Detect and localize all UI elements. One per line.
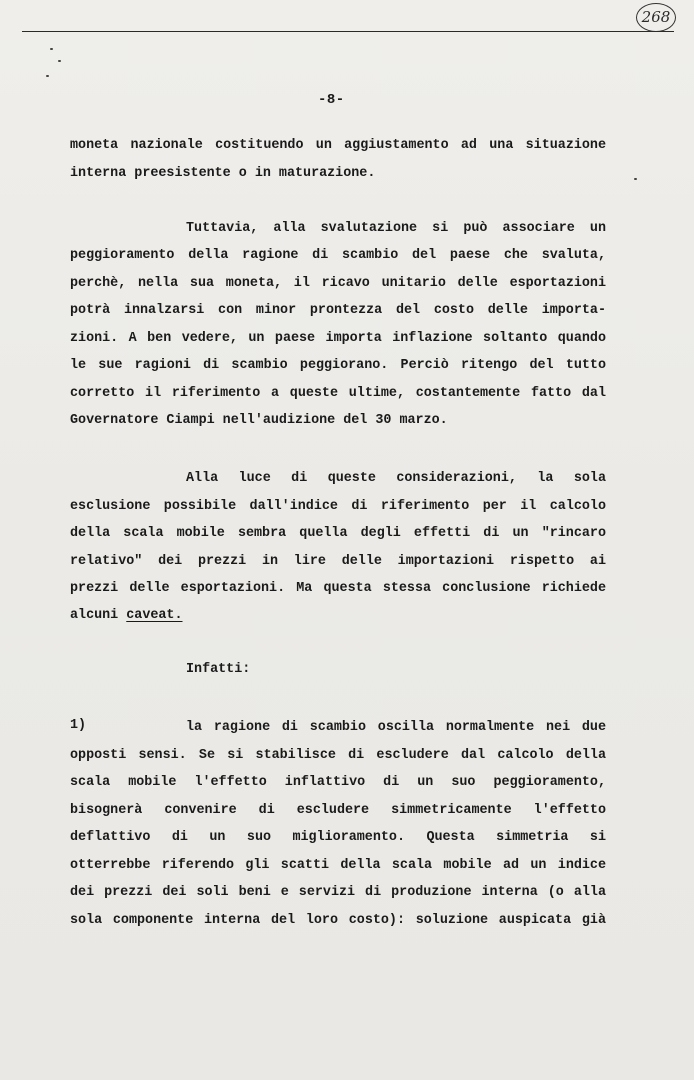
page-number: -8- [318,92,345,108]
list-item-1-line: scala mobile l'effetto inflattivo di un suo peggioramento, [70,775,606,790]
list-item-1-line: opposti sensi. Se si stabilisce di escludere dal calcolo della [70,748,606,763]
paragraph-2-line: zioni. A ben vedere, un paese importa inflazione soltanto quando [70,331,606,346]
scan-speck [50,48,53,50]
list-item-1-line: dei prezzi dei soli beni e servizi di produzione interna (o alla [70,885,606,900]
infatti-heading: Infatti: [186,662,251,677]
paragraph-2-line: corretto il riferimento a queste ultime, costantemente fatto dal [70,386,606,401]
paragraph-2-line: le sue ragioni di scambio peggiorano. Perciò ritengo del tutto [70,358,606,373]
paragraph-3-last-line [70,607,606,625]
list-item-1-line: otterrebbe riferendo gli scatti della scala mobile ad un indice [70,858,606,873]
paragraph-3-line: Alla luce di queste considerazioni, la sola [186,471,606,486]
paragraph-3-line: esclusione possibile dall'indice di riferimento per il calcolo [70,499,606,514]
list-item-1-line: bisognerà convenire di escludere simmetricamente l'effetto [70,803,606,818]
scan-speck [46,75,49,77]
paragraph-2-line: potrà innalzarsi con minor prontezza del costo delle importa- [70,303,606,318]
scan-speck [634,178,637,180]
paragraph-3-line: della scala mobile sembra quella degli effetti di un "rincaro [70,526,606,541]
top-rule [22,31,674,32]
caveat-underlined: caveat. [126,608,183,623]
list-item-marker: 1) [70,718,87,733]
archive-stamp: 268 [636,3,676,32]
paragraph-1-line: interna preesistente o in maturazione. [70,166,376,181]
paragraph-2-line: peggioramento della ragione di scambio del paese che svaluta, [70,248,606,263]
list-item-1-line: deflattivo di un suo miglioramento. Questa simmetria si [70,830,606,845]
paragraph-3-last-text: alcuni [70,608,127,623]
list-item-1-line: la ragione di scambio oscilla normalmente nei due [186,720,606,735]
paragraph-2-line: Governatore Ciampi nell'audizione del 30 marzo. [70,413,448,428]
paragraph-3-line: prezzi delle esportazioni. Ma questa stessa conclusione richiede [70,581,606,596]
list-item-1-line: sola componente interna del loro costo): soluzione auspicata già [70,913,606,928]
paragraph-2-line: perchè, nella sua moneta, il ricavo unitario delle esportazioni [70,276,606,291]
scan-speck [58,60,61,62]
paragraph-2-line: Tuttavia, alla svalutazione si può associare un [186,221,606,236]
paragraph-3-line: relativo" dei prezzi in lire delle importazioni rispetto ai [70,554,606,569]
paragraph-1-line: moneta nazionale costituendo un aggiustamento ad una situazione [70,138,606,153]
